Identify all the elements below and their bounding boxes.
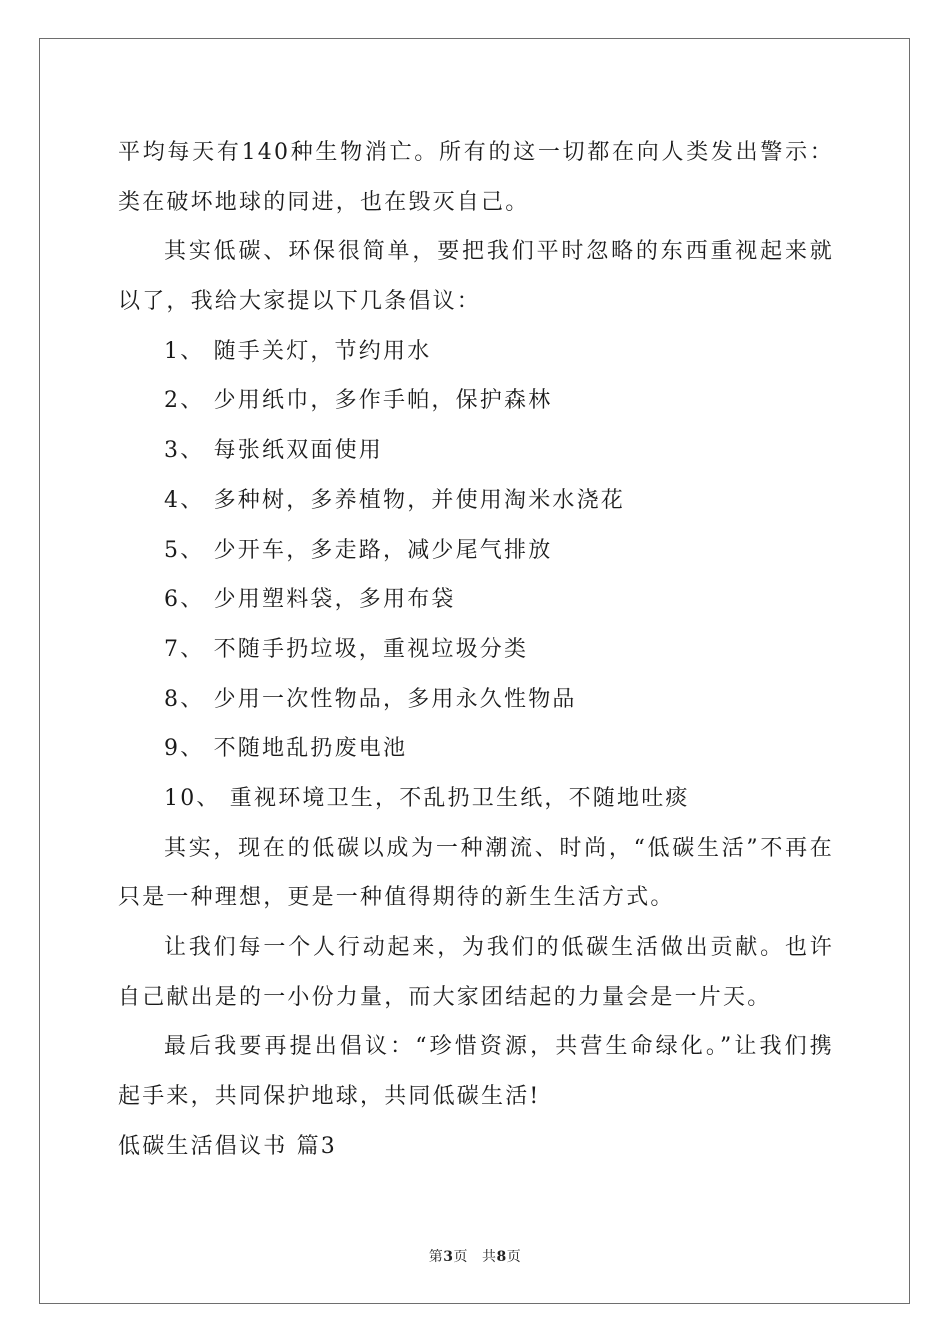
text-line: 起手来，共同保护地球，共同低碳生活!	[118, 1084, 541, 1110]
text-line: 最后我要再提出倡议：“珍惜资源，共营生命绿化。”让我们携	[164, 1034, 834, 1060]
page-number: 3	[443, 1249, 454, 1265]
text-line: 类在破坏地球的同进，也在毁灭自己。	[118, 189, 530, 215]
list-item: 1、 随手关灯，节约用水	[164, 338, 432, 364]
total-prefix: 共	[482, 1249, 497, 1265]
page-footer	[0, 1246, 950, 1266]
list-item: 10、 重视环境卫生，不乱扔卫生纸，不随地吐痰	[164, 785, 690, 811]
text-line: 只是一种理想，更是一种值得期待的新生生活方式。	[118, 885, 675, 911]
text-line: 其实低碳、环保很简单，要把我们平时忽略的东西重视起来就	[164, 239, 834, 265]
list-item: 6、 少用塑料袋，多用布袋	[164, 587, 456, 613]
text-line: 以了，我给大家提以下几条倡议：	[118, 289, 482, 315]
text-line: 自己献出是的一小份力量，而大家团结起的力量会是一片天。	[118, 984, 772, 1010]
text-line: 平均每天有140种生物消亡。所有的这一切都在向人类发出警示：	[118, 140, 834, 165]
page-suffix: 页	[453, 1249, 468, 1265]
total-suffix: 页	[506, 1249, 522, 1265]
page-prefix: 第	[428, 1249, 444, 1265]
section-heading: 低碳生活倡议书 篇3	[118, 1133, 337, 1159]
total-pages: 8	[496, 1249, 507, 1265]
text-line: 其实，现在的低碳以成为一种潮流、时尚，“低碳生活”不再在	[164, 835, 834, 861]
list-item: 2、 少用纸巾，多作手帕，保护森林	[164, 388, 553, 414]
list-item: 5、 少开车，多走路，减少尾气排放	[164, 537, 553, 563]
list-item: 4、 多种树，多养植物，并使用淘米水浇花	[164, 487, 625, 513]
list-item: 8、 少用一次性物品，多用永久性物品	[164, 686, 577, 712]
list-item: 3、 每张纸双面使用	[164, 438, 383, 464]
text-line: 让我们每一个人行动起来，为我们的低碳生活做出贡献。也许	[164, 935, 834, 960]
list-item: 7、 不随手扔垃圾，重视垃圾分类	[164, 636, 529, 662]
list-item: 9、 不随地乱扔废电池	[164, 736, 408, 762]
document-body	[118, 128, 834, 1171]
